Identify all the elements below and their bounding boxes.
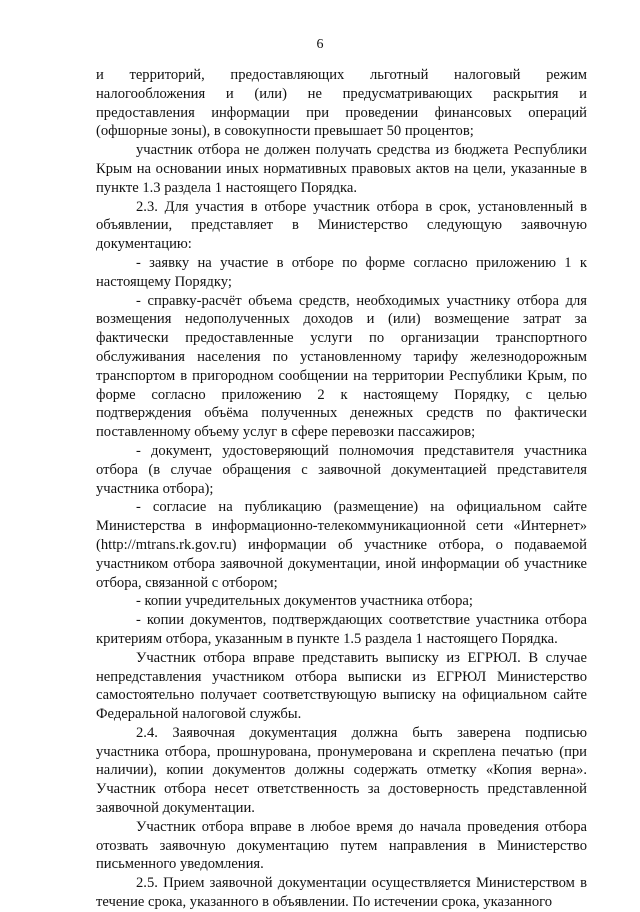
list-item: - заявку на участие в отборе по форме согласно приложению 1 к настоящему Порядку; <box>96 254 587 290</box>
paragraph: 2.5. Прием заявочной документации осуществляется Министерством в течение срока, указанного в объявлении. По истечении срока, указанного <box>96 875 587 911</box>
list-item: - копии учредительных документов участника отбора; <box>136 593 473 610</box>
paragraph: 2.3. Для участия в отборе участник отбора в срок, установленный в объявлении, представляет в Министерство следующую заявочную документацию: <box>96 198 587 253</box>
list-item: - согласие на публикацию (размещение) на официальном сайте Министерства в информационно-телекоммуникационной сети «Интернет» (http://mtrans.rk.gov.ru) информации об участнике отбора, о подаваемой участником отбора заявочной документации, иной информации об участнике отбора, связанной с отбором; <box>96 499 587 591</box>
paragraph: 2.4. Заявочная документация должна быть заверена подписью участника отбора, прошнурована, пронумерована и скреплена печатью (при наличии), копии документов должны содержать отметку «Копия верна». Участник отбора несет ответственность за достоверность представленной заявочной документации. <box>96 724 587 817</box>
page-number: 6 <box>316 37 324 52</box>
paragraph: Участник отбора вправе в любое время до начала проведения отбора отозвать заявочную документацию путем направления в Министерство письменного уведомления. <box>96 818 587 873</box>
paragraph: и территорий, предоставляющих льготный налоговый режим налогообложения и (или) не предусматривающих раскрытия и предоставления информации при проведении финансовых операций (офшорные зоны), в совокупности превышает 50 процентов; <box>96 67 587 140</box>
paragraph: участник отбора не должен получать средства из бюджета Республики Крым на основании иных нормативных правовых актов на цели, указанные в пункте 1.3 раздела 1 настоящего Порядка. <box>96 142 587 196</box>
list-item: - документ, удостоверяющий полномочия представителя участника отбора (в случае обращения с заявочной документацией представителя участника отбора); <box>96 442 587 497</box>
paragraph: Участник отбора вправе представить выписку из ЕГРЮЛ. В случае непредставления участником отбора выписки из ЕГРЮЛ Министерство самостоятельно получает соответствующую выписку на официальном сайте Федеральной налоговой службы. <box>96 649 587 723</box>
list-item: - копии документов, подтверждающих соответствие участника отбора критериям отбора, указанным в пункте 1.5 раздела 1 настоящего Порядка. <box>96 612 587 647</box>
list-item: - справку-расчёт объема средств, необходимых участнику отбора для возмещения недополученных доходов и (или) возмещение затрат за фактически предоставленные услуги по организации транспортного обслуживания населения по установленному тарифу железнодорожным транспортом в пригородном сообщении на территории Республики Крым, по форме согласно приложению 2 к настоящему Порядку, с целью подтверждения объёма полученных денежных средств по фактически поставленному объему услуг в сфере перевозки пассажиров; <box>96 292 587 441</box>
document-body <box>96 66 587 912</box>
